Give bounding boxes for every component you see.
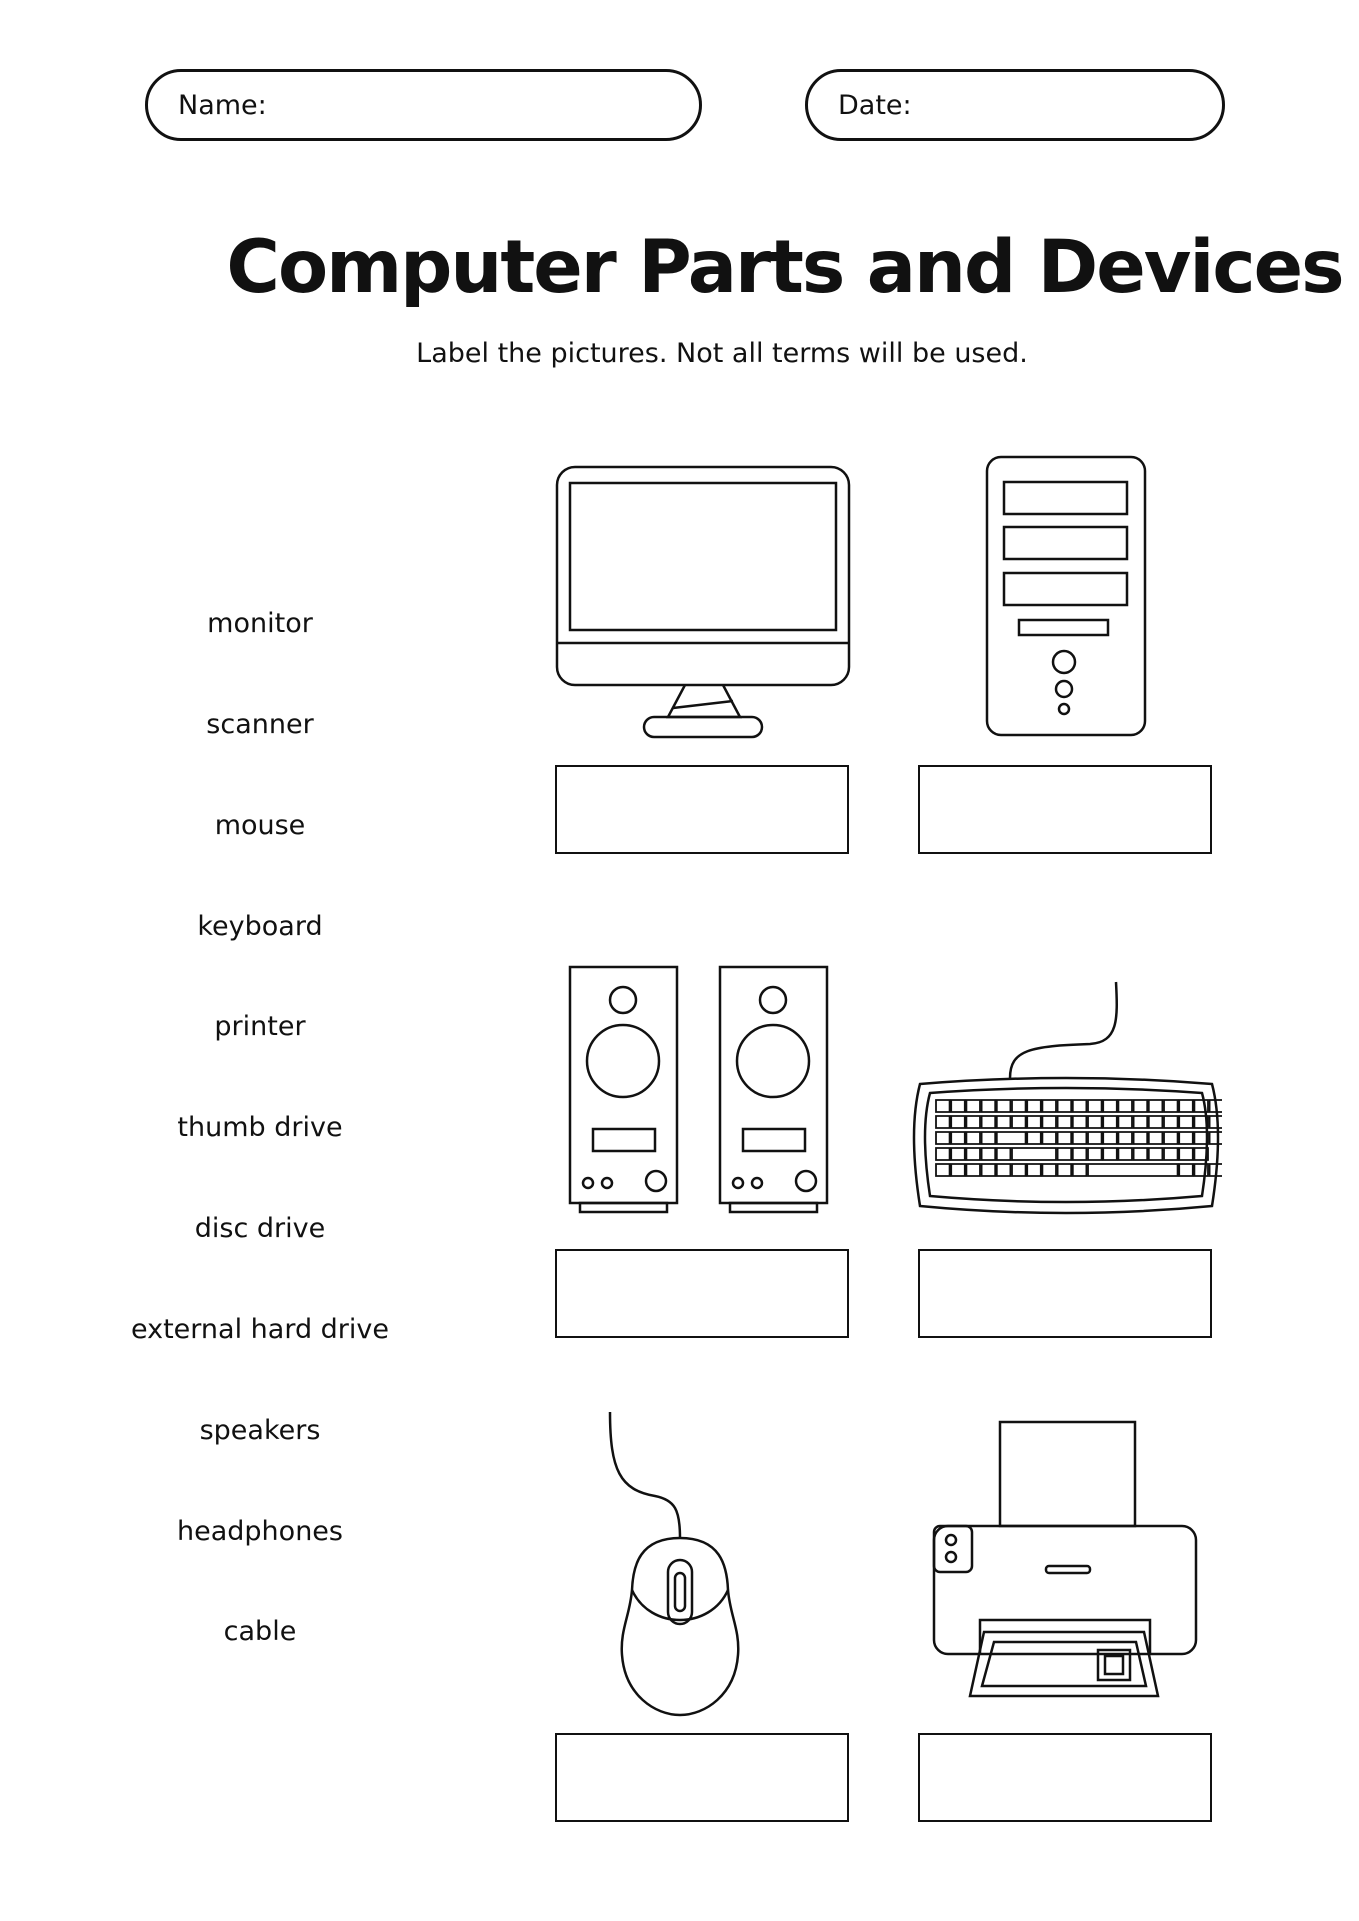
term-item: headphones [177,1516,343,1547]
computer-tower-icon [985,455,1149,739]
term-item: monitor [207,608,313,639]
term-item: disc drive [194,1213,326,1244]
instructions: Label the pictures. Not all terms will be used. [416,338,1028,369]
mouse-icon [600,1410,750,1720]
monitor-icon [555,465,855,740]
answer-box-monitor[interactable] [555,765,849,854]
answer-box-tower[interactable] [918,765,1212,854]
speakers-icon [568,965,832,1215]
page-title: Computer Parts and Devices [226,225,1343,310]
term-item: mouse [214,810,306,841]
term-item: printer [214,1011,306,1042]
answer-box-speakers[interactable] [555,1249,849,1338]
term-item: cable [223,1616,297,1647]
term-item: scanner [206,709,314,740]
name-field[interactable] [145,69,702,141]
keyboard-icon [910,980,1222,1216]
answer-box-printer[interactable] [918,1733,1212,1822]
name-label: Name: [178,89,267,121]
term-item: keyboard [197,911,323,942]
answer-box-keyboard[interactable] [918,1249,1212,1338]
printer-icon [932,1420,1202,1702]
term-item: speakers [199,1415,321,1446]
term-item: external hard drive [130,1314,390,1345]
date-label: Date: [838,89,912,121]
date-field[interactable] [805,69,1225,141]
term-item: thumb drive [177,1112,343,1143]
answer-box-mouse[interactable] [555,1733,849,1822]
